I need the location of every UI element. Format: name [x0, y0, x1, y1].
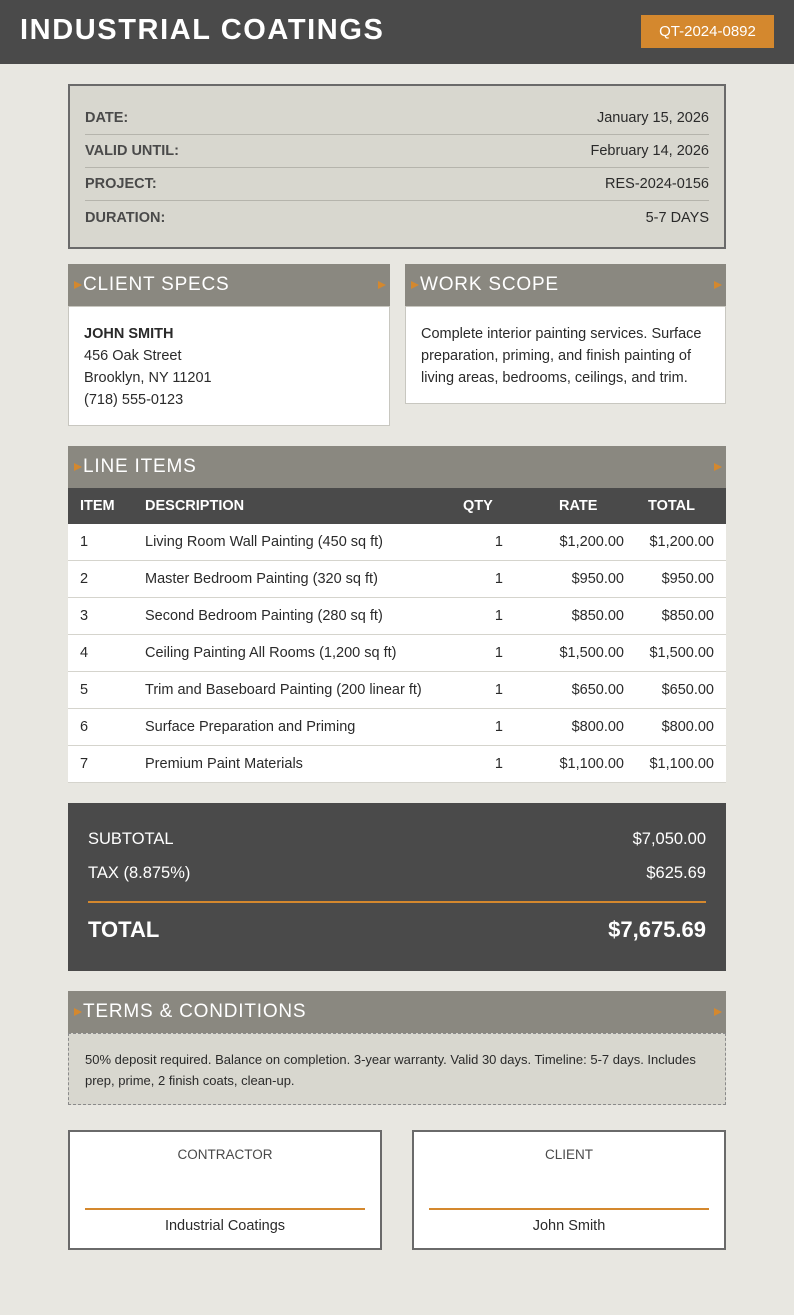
signature-name: Industrial Coatings	[164, 1218, 286, 1234]
cell-qty: 1	[494, 608, 503, 624]
column-header-description: DESCRIPTION	[145, 498, 245, 514]
client-specs-card	[68, 306, 390, 426]
signature-line	[429, 1208, 709, 1210]
cell-total: $1,100.00	[649, 756, 714, 772]
signature-role: CLIENT	[544, 1147, 593, 1162]
cell-qty: 1	[494, 645, 503, 661]
meta-label: PROJECT:	[85, 176, 157, 192]
table-row	[68, 709, 726, 746]
cell-description: Second Bedroom Painting (280 sq ft)	[145, 608, 383, 624]
cell-item: 7	[80, 756, 89, 772]
meta-label: VALID UNTIL:	[85, 143, 179, 159]
cell-description: Premium Paint Materials	[145, 756, 303, 772]
cell-total: $1,200.00	[649, 534, 714, 550]
cell-total: $650.00	[661, 682, 714, 698]
totals-divider	[88, 901, 706, 903]
signature-name: John Smith	[532, 1218, 606, 1234]
cell-description: Surface Preparation and Priming	[145, 719, 356, 735]
work-scope-header	[405, 264, 726, 306]
section-title: CLIENT SPECS	[83, 274, 230, 295]
meta-row-date	[85, 102, 709, 135]
line-items-table-header	[68, 488, 726, 524]
cell-description: Living Room Wall Painting (450 sq ft)	[145, 534, 384, 550]
cell-total: $1,500.00	[649, 645, 714, 661]
arrow-marker-icon	[74, 281, 82, 289]
cell-rate: $1,200.00	[559, 534, 624, 550]
grand-total-value: $7,675.69	[608, 917, 706, 942]
meta-row-valid-until	[85, 135, 709, 168]
column-header-rate: RATE	[559, 498, 598, 514]
company-name: INDUSTRIAL COATINGS	[20, 14, 385, 46]
work-scope-card	[405, 306, 726, 404]
column-header-qty: QTY	[463, 498, 493, 514]
subtotal-value: $7,050.00	[632, 830, 706, 848]
cell-qty: 1	[494, 682, 503, 698]
cell-item: 4	[80, 645, 89, 661]
cell-item: 5	[80, 682, 89, 698]
meta-value: RES-2024-0156	[605, 176, 709, 192]
subtotal-label: SUBTOTAL	[88, 830, 174, 848]
cell-description: Ceiling Painting All Rooms (1,200 sq ft)	[145, 645, 397, 661]
cell-qty: 1	[494, 571, 503, 587]
terms-text: 50% deposit required. Balance on completion. 3-year warranty. Valid 30 days. Timeline: 5-7 days. Includes prep, prime, 2 finish coats, clean-up.	[68, 1033, 726, 1105]
arrow-marker-icon	[74, 1008, 82, 1016]
cell-total: $800.00	[661, 719, 714, 735]
meta-value: February 14, 2026	[590, 143, 709, 159]
line-items-header	[68, 446, 726, 488]
work-scope-text: Complete interior painting services. Surface preparation, priming, and finish painting of living areas, bedrooms, ceilings, and trim.	[421, 326, 702, 386]
cell-rate: $1,100.00	[559, 756, 624, 772]
arrow-marker-icon	[378, 281, 386, 289]
table-row	[68, 524, 726, 561]
arrow-marker-icon	[714, 281, 722, 289]
client-street: 456 Oak Street	[84, 348, 182, 364]
client-city: Brooklyn, NY 11201	[84, 370, 212, 386]
cell-rate: $950.00	[571, 571, 624, 587]
cell-item: 1	[80, 534, 89, 550]
quote-number-badge: QT-2024-0892	[641, 15, 774, 48]
meta-row-duration	[85, 201, 709, 234]
totals-panel	[68, 803, 726, 971]
cell-total: $950.00	[661, 571, 714, 587]
cell-total: $850.00	[661, 608, 714, 624]
table-row	[68, 635, 726, 672]
cell-description: Trim and Baseboard Painting (200 linear ft)	[145, 682, 422, 698]
meta-label: DURATION:	[85, 209, 166, 226]
signature-line	[85, 1208, 365, 1210]
grand-total-line	[88, 917, 706, 943]
column-header-item: ITEM	[80, 498, 115, 514]
table-row	[68, 746, 726, 783]
tax-value: $625.69	[646, 864, 706, 882]
client-signature-box	[412, 1130, 726, 1250]
cell-rate: $650.00	[571, 682, 624, 698]
section-title: WORK SCOPE	[420, 274, 559, 295]
tax-line	[88, 864, 706, 883]
table-row	[68, 672, 726, 709]
arrow-marker-icon	[74, 463, 82, 471]
cell-item: 6	[80, 719, 89, 735]
contractor-signature-box	[68, 1130, 382, 1250]
table-row	[68, 561, 726, 598]
client-specs-header	[68, 264, 390, 306]
table-row	[68, 598, 726, 635]
column-header-total: TOTAL	[648, 498, 695, 514]
meta-label: DATE:	[85, 110, 129, 126]
meta-value: 5-7 DAYS	[645, 209, 709, 226]
cell-qty: 1	[494, 719, 503, 735]
tax-label: TAX (8.875%)	[88, 864, 191, 882]
client-name: JOHN SMITH	[84, 326, 174, 342]
meta-value: January 15, 2026	[596, 110, 709, 126]
cell-rate: $850.00	[571, 608, 624, 624]
terms-header	[68, 991, 726, 1033]
subtotal-line	[88, 830, 706, 849]
quote-meta-box	[68, 84, 726, 249]
cell-qty: 1	[494, 534, 503, 550]
header-bar	[0, 0, 794, 64]
cell-qty: 1	[494, 756, 503, 772]
arrow-marker-icon	[714, 463, 722, 471]
cell-rate: $800.00	[571, 719, 624, 735]
cell-item: 3	[80, 608, 89, 624]
grand-total-label: TOTAL	[88, 917, 160, 942]
arrow-marker-icon	[714, 1008, 722, 1016]
cell-item: 2	[80, 571, 89, 587]
line-items-table-body	[68, 524, 726, 783]
signature-role: CONTRACTOR	[177, 1147, 273, 1162]
section-title: LINE ITEMS	[83, 456, 197, 477]
cell-rate: $1,500.00	[559, 645, 624, 661]
client-phone: (718) 555-0123	[84, 392, 184, 408]
cell-description: Master Bedroom Painting (320 sq ft)	[145, 571, 378, 587]
section-title: TERMS & CONDITIONS	[83, 1001, 307, 1022]
meta-row-project	[85, 168, 709, 201]
arrow-marker-icon	[411, 281, 419, 289]
